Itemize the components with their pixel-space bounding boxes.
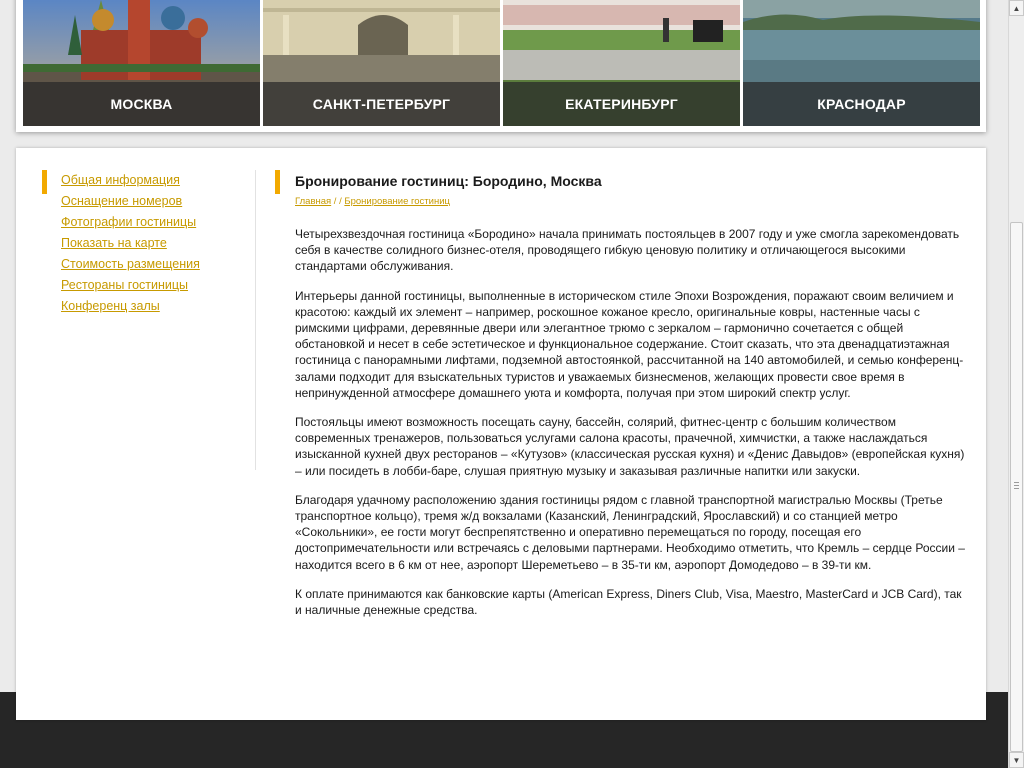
grip-line (1014, 488, 1019, 489)
sidebar-item-restaurants (61, 275, 252, 296)
grip-line (1014, 482, 1019, 483)
breadcrumb-home[interactable]: Главная (295, 196, 332, 207)
city-banner (16, 0, 986, 132)
grip-line (1014, 485, 1019, 486)
column-divider (255, 170, 256, 470)
city-tile-moscow[interactable] (23, 0, 260, 126)
sidebar-item-photos (61, 212, 252, 233)
sidebar-link[interactable]: Оснащение номеров (61, 194, 183, 208)
sidebar-link[interactable]: Стоимость размещения (61, 257, 200, 271)
city-label: МОСКВА (23, 82, 260, 126)
sidebar-link[interactable]: Общая информация (61, 173, 180, 187)
title-accent-bar (275, 170, 280, 194)
paragraph: Благодаря удачному расположению здания гостиницы рядом с главной транспортной магистралью Москвы (Третье транспортное кольцо), тремя ж/д вокзалами (Казанский, Ленинградский, Ярославский) и со станцией метро «Сокольники», ее гости могут беспрепятственно и оперативно перемещаться по городу, посещая его достопримечательности или встречаясь с деловыми партнерами. Необходимо отметить, что Кремль – сердце России – находится всего в 6 км от нее, аэропорт Шереметьево – в 35-ти км, аэропорт Домодедово – в 39-ти км. (295, 492, 965, 572)
paragraph: Интерьеры данной гостиницы, выполненные в историческом стиле Эпохи Возрождения, поражают своим величием и красотою: каждый их элемент – например, роскошное кожаное кресло, оригинальные ковры, настенные часы с римскими цифрами, деревянные двери или элегантное трюмо с зеркалом – гармонично сочетается с общей обстановкой и несет в себе эстетическое и функциональное содержание. Стоит сказать, что эта двенадцатиэтажная гостиница с панорамными лифтами, подземной автостоянкой, рассчитанной на 140 автомобилей, и семью конференц-залами подходит для взыскательных туристов и уважаемых бизнесменов, желающих провести свое время в непринужденной атмосфере домашнего уюта и комфорта, получая при этом широкий спектр услуг. (295, 288, 964, 400)
paragraph: Постояльцы имеют возможность посещать сауну, бассейн, солярий, фитнес-центр с большим количеством современных тренажеров, пользоваться услугами салона красоты, прачечной, химчистки, а также наслаждаться изысканной кухней двух ресторанов – «Кутузов» (классическая русская кухня) и «Денис Давыдов» (европейская кухня) – или посидеть в лобби-баре, слушая приятную музыку и заказывая различные напитки или закуски. (295, 415, 965, 478)
sidebar-item-prices (61, 254, 252, 275)
city-tile-ekaterinburg[interactable] (503, 0, 740, 126)
page-title: Бронирование гостиниц: Бородино, Москва (295, 173, 602, 189)
breadcrumb-separator: / / (331, 196, 345, 207)
article-body (275, 207, 967, 618)
sidebar (42, 170, 252, 317)
sidebar-accent-bar (42, 170, 47, 194)
sidebar-menu (42, 170, 252, 317)
sidebar-item-general-info (61, 170, 252, 191)
article (275, 170, 967, 631)
scroll-up-icon[interactable]: ▲ (1009, 0, 1024, 16)
sidebar-link[interactable]: Показать на карте (61, 236, 167, 250)
city-tile-saint-petersburg[interactable] (263, 0, 500, 126)
city-label: КРАСНОДАР (743, 82, 980, 126)
breadcrumb-current[interactable]: Бронирование гостиниц (344, 196, 450, 207)
breadcrumb (275, 189, 967, 207)
sidebar-link[interactable]: Фотографии гостиницы (61, 215, 197, 229)
sidebar-item-map (61, 233, 252, 254)
sidebar-link[interactable]: Конференц залы (61, 299, 160, 313)
vertical-scrollbar[interactable] (1008, 0, 1024, 768)
sidebar-item-conference-halls (61, 296, 252, 317)
scrollbar-thumb[interactable] (1010, 222, 1023, 752)
main-card (16, 148, 986, 720)
city-tile-krasnodar[interactable] (743, 0, 980, 126)
paragraph: К оплате принимаются как банковские карты (American Express, Diners Club, Visa, Maestro, MasterCard и JCB Card), так и наличные денежные средства. (295, 586, 962, 618)
city-label: САНКТ-ПЕТЕРБУРГ (263, 82, 500, 126)
paragraph: Четырехзвездочная гостиница «Бородино» начала принимать постояльцев в 2007 году и уже смогла зарекомендовать себя в качестве солидного бизнес-отеля, проводящего гибкую ценовую политику и отличающегося высокими стандартами обслуживания. (295, 227, 960, 274)
sidebar-link[interactable]: Рестораны гостиницы (61, 278, 189, 292)
city-label: ЕКАТЕРИНБУРГ (503, 82, 740, 126)
sidebar-item-room-equipment (61, 191, 252, 212)
scroll-down-icon[interactable]: ▼ (1009, 752, 1024, 768)
